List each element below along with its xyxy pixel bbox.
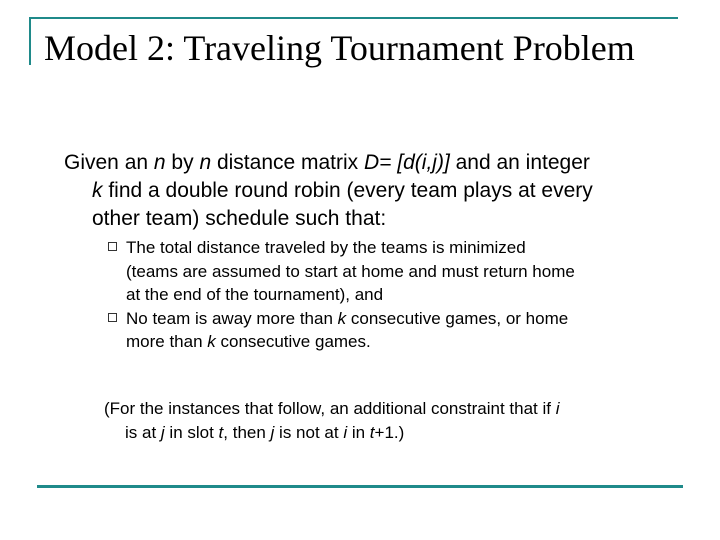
constraint-item-distance: The total distance traveled by the teams is minimized (teams are assumed to start at home and must return home at the end of the tournament), and xyxy=(108,236,668,307)
problem-statement xyxy=(64,149,664,233)
title-frame-left-rule xyxy=(29,17,31,65)
hollow-square-bullet-icon xyxy=(108,313,117,322)
bottom-rule xyxy=(37,485,683,488)
constraint-list xyxy=(108,236,668,354)
problem-statement-line-3: other team) schedule such that: xyxy=(92,207,387,230)
problem-statement-line-2: k find a double round robin (every team plays at every xyxy=(92,179,593,202)
problem-statement-line-1: Given an n by n distance matrix D= [d(i,j)] and an integer xyxy=(64,151,590,174)
constraint-item-consecutive: No team is away more than k consecutive games, or home more than k consecutive games. xyxy=(108,307,668,354)
additional-constraint-note: (For the instances that follow, an additional constraint that if i is at j in slot t, then j is not at i in t+1.) xyxy=(104,399,560,442)
hollow-square-bullet-icon xyxy=(108,242,117,251)
slide-title: Model 2: Traveling Tournament Problem xyxy=(44,28,635,68)
title-frame-top-rule xyxy=(29,17,678,19)
